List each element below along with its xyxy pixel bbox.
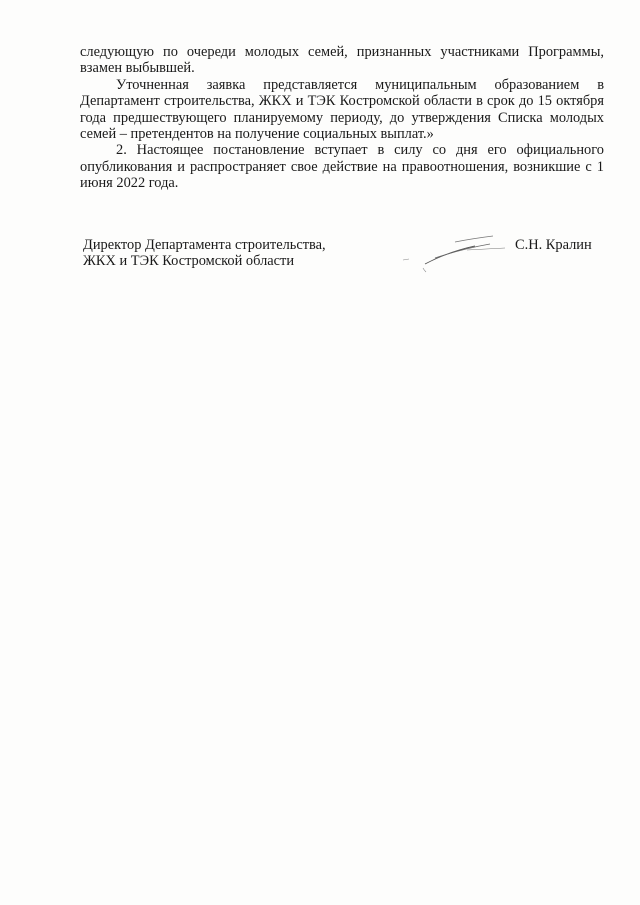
signatory-position-line-1: Директор Департамента строительства, [83, 237, 326, 253]
signatory-position [83, 237, 326, 270]
signatory-position-line-2: ЖКХ и ТЭК Костромской области [83, 253, 295, 270]
paragraph-refined-application: Уточненная заявка представляется муниципальным образованием в Департамент строительства, ЖКХ и ТЭК Костромской области в срок до 15 октября года предшествующего планируемому периоду, до утверждения Списка молодых семей – претендентов на получение социальных выплат.» [80, 76, 604, 143]
handwritten-signature [395, 228, 510, 274]
paragraph-effective-date: 2. Настоящее постановление вступает в силу со дня его официального опубликования и распространяет свое действие на правоотношения, возникшие с 1 июня 2022 года. [80, 142, 604, 192]
document-body [80, 44, 604, 192]
signatory-name: С.Н. Кралин [515, 237, 592, 253]
paragraph-continuation: следующую по очереди молодых семей, признанных участниками Программы, взамен выбывшей. [80, 44, 604, 77]
